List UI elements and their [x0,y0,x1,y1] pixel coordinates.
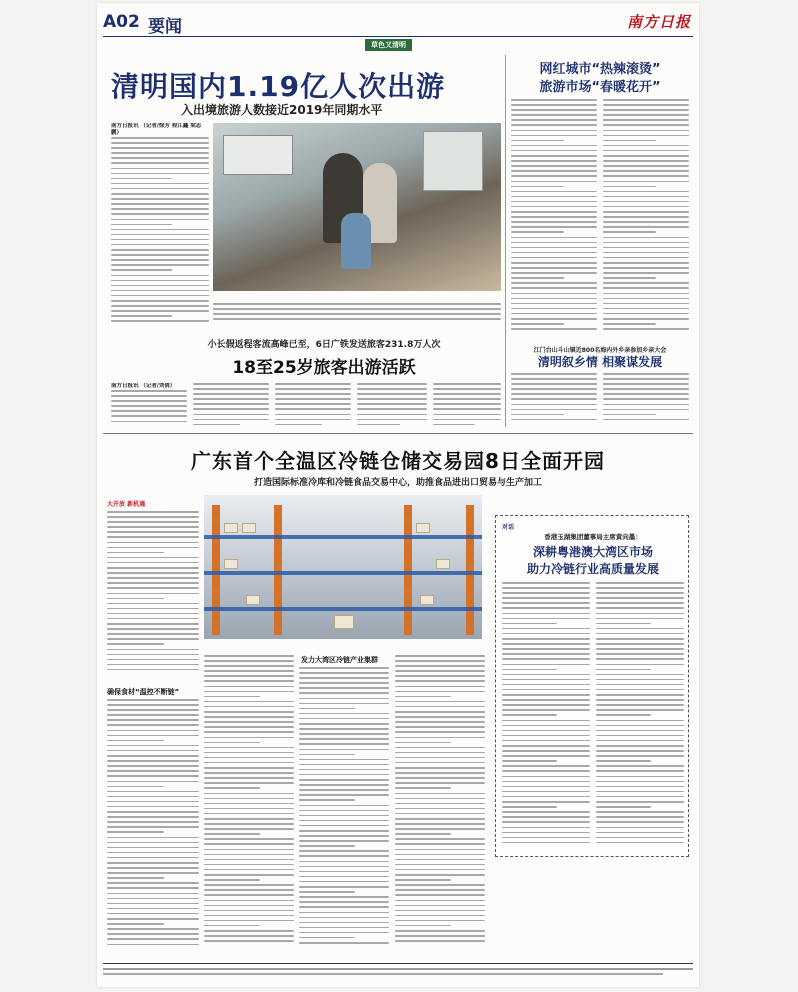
rail-kicker: 小长假返程客流高峰已至，6日广铁发送旅客231.8万人次 [207,340,441,350]
side-headline: 网红城市“热辣滚烫” 旅游市场“春暖花开” [539,62,661,95]
jiangmen-kicker: 江门台山斗山镇近800名海内外乡亲参加乡亲大会 [533,347,667,354]
museum-photo [213,123,501,291]
section-divider [103,433,693,434]
side-body-col2 [603,99,689,335]
masthead [103,11,693,37]
column-rule [505,55,506,427]
section-tag: 大开放 新机遇 [107,501,146,508]
subhead-cluster: 发力大湾区冷链产业集群 [301,656,378,664]
lead-subhead: 入出境旅游人数接近2019年同期水平 [181,103,383,117]
page-code: A02 [103,12,140,32]
rail-body-col5 [433,383,501,429]
lead-body-bottom [213,303,501,327]
rail-headline: 18至25岁旅客出游活跃 [232,358,416,378]
dialogue-body-col2 [596,582,684,852]
rail-body-col1: 南方日报讯 （记者/刘倩） [111,383,187,429]
dialogue-box [495,515,689,857]
lead-headline: 清明国内1.19亿人次出游 [111,70,446,103]
jiangmen-headline: 清明叙乡情 相聚谋发展 [537,355,663,369]
cold-chain-headline: 广东首个全温区冷链仓储交易园8日全面开园 [191,449,605,473]
dialogue-body-col1 [502,582,590,852]
side-body-col1 [511,99,597,335]
warehouse-photo [204,495,482,639]
brand-logo: 南方日报 [626,13,691,31]
dialogue-tag: 对话 [502,524,515,531]
lead-byline: 南方日报讯 （记者/徐芳 程江鑫 梁志鹏） [111,123,202,136]
top-news-band [103,47,693,433]
jiangmen-body-col1 [511,373,597,429]
cold-body-col1a [107,511,199,679]
cold-chain-subhead: 打造国际标准冷库和冷链食品交易中心，助推食品进出口贸易与生产加工 [253,478,542,488]
rail-body-col3 [275,383,351,429]
page-footer [103,963,693,981]
rail-body-col2 [193,383,269,429]
rail-story-heading [149,337,499,378]
dialogue-headline: 深耕粤港澳大湾区市场 助力冷链行业高质量发展 [526,545,659,576]
cold-body-col4 [395,655,485,949]
cold-body-col1b [107,699,199,949]
cold-body-col3 [299,667,389,949]
dialogue-kicker: 香港玉湖集团董事局主席黄向墨： [544,533,642,541]
cold-body-col2 [204,655,294,949]
cold-chain-band [103,437,693,957]
jiangmen-body-col2 [603,373,689,429]
subhead-temperature: 确保食材“温控不断链” [107,688,180,696]
newspaper-page [97,3,699,987]
lead-body-col1 [111,123,209,329]
theme-tag: 草色又清明 [365,39,412,51]
page-section: 要闻 [148,17,182,37]
rail-body-col4 [357,383,427,429]
